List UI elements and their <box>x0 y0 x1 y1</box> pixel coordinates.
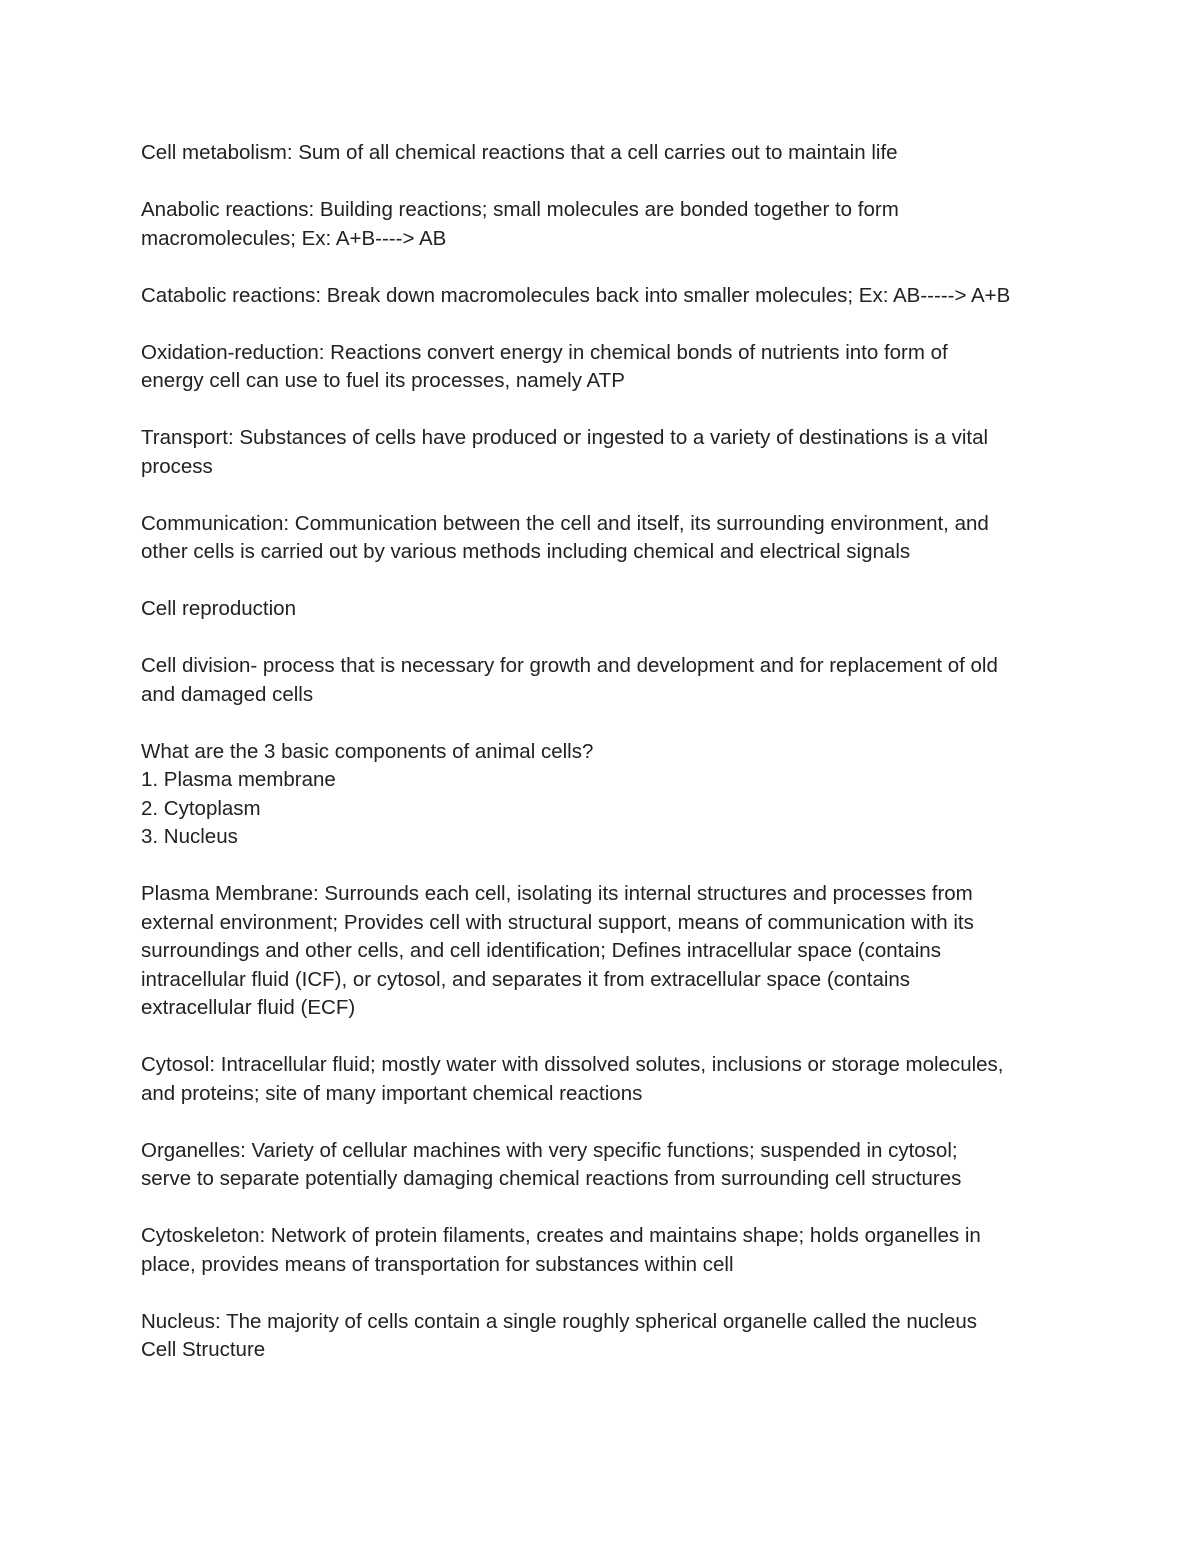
text-line: Cell division- process that is necessary for growth and development and for replacement of old <box>141 654 998 677</box>
paragraph-cell-division <box>141 652 1071 709</box>
text-line: place, provides means of transportation for substances within cell <box>141 1252 734 1276</box>
paragraph-catabolic-reactions <box>141 282 1071 311</box>
paragraph-nucleus <box>141 1308 1071 1365</box>
paragraph-basic-components <box>141 738 1071 852</box>
text-line: Oxidation-reduction: Reactions convert energy in chemical bonds of nutrients into form of <box>141 340 948 364</box>
document-body <box>141 139 1071 1365</box>
text-line: Catabolic reactions: Break down macromolecules back into smaller molecules; Ex: AB-----> A+B <box>141 283 1011 307</box>
text-line: energy cell can use to fuel its processes, namely ATP <box>141 369 625 392</box>
text-line: other cells is carried out by various methods including chemical and electrical signals <box>141 540 911 563</box>
paragraph-cell-reproduction <box>141 595 1071 624</box>
text-line: process <box>141 454 213 478</box>
text-line: macromolecules; Ex: A+B----> AB <box>141 226 447 250</box>
paragraph-cell-metabolism <box>141 139 1071 168</box>
paragraph-cytosol <box>141 1051 1071 1108</box>
text-line: Plasma Membrane: Surrounds each cell, isolating its internal structures and processes from <box>141 882 973 905</box>
text-line: Cell reproduction <box>141 597 296 620</box>
text-line: Organelles: Variety of cellular machines with very specific functions; suspended in cytosol; <box>141 1138 958 1162</box>
text-line: extracellular fluid (ECF) <box>141 996 356 1019</box>
text-line: Cell Structure <box>141 1338 266 1361</box>
text-line: external environment; Provides cell with structural support, means of communication with its <box>141 910 974 934</box>
text-line: Transport: Substances of cells have produced or ingested to a variety of destinations is a vital <box>141 426 989 449</box>
text-line: intracellular fluid (ICF), or cytosol, and separates it from extracellular space (contains <box>141 967 911 991</box>
paragraph-anabolic-reactions <box>141 196 1071 253</box>
paragraph-oxidation-reduction <box>141 339 1071 396</box>
list-item: 3. Nucleus <box>141 825 238 848</box>
paragraph-communication <box>141 510 1071 567</box>
text-line: and damaged cells <box>141 682 314 706</box>
text-line: Anabolic reactions: Building reactions; small molecules are bonded together to form <box>141 198 899 221</box>
paragraph-transport <box>141 424 1071 481</box>
text-line: Cytoskeleton: Network of protein filaments, creates and maintains shape; holds organelles in <box>141 1224 981 1247</box>
text-line: serve to separate potentially damaging chemical reactions from surrounding cell structures <box>141 1167 962 1190</box>
list-item: 1. Plasma membrane <box>141 768 336 791</box>
paragraph-cytoskeleton <box>141 1222 1071 1279</box>
text-line: and proteins; site of many important chemical reactions <box>141 1081 643 1105</box>
paragraph-plasma-membrane <box>141 880 1071 1023</box>
text-line: Cell metabolism: Sum of all chemical reactions that a cell carries out to maintain life <box>141 141 898 164</box>
text-line: Nucleus: The majority of cells contain a single roughly spherical organelle called the nucleus <box>141 1309 978 1333</box>
text-line: surroundings and other cells, and cell identification; Defines intracellular space (contains <box>141 939 941 962</box>
text-line: What are the 3 basic components of animal cells? <box>141 739 594 763</box>
text-line: Cytosol: Intracellular fluid; mostly water with dissolved solutes, inclusions or storage molecules, <box>141 1053 1004 1076</box>
list-item: 2. Cytoplasm <box>141 796 261 820</box>
text-line: Communication: Communication between the cell and itself, its surrounding environment, and <box>141 511 989 535</box>
paragraph-organelles <box>141 1137 1071 1194</box>
